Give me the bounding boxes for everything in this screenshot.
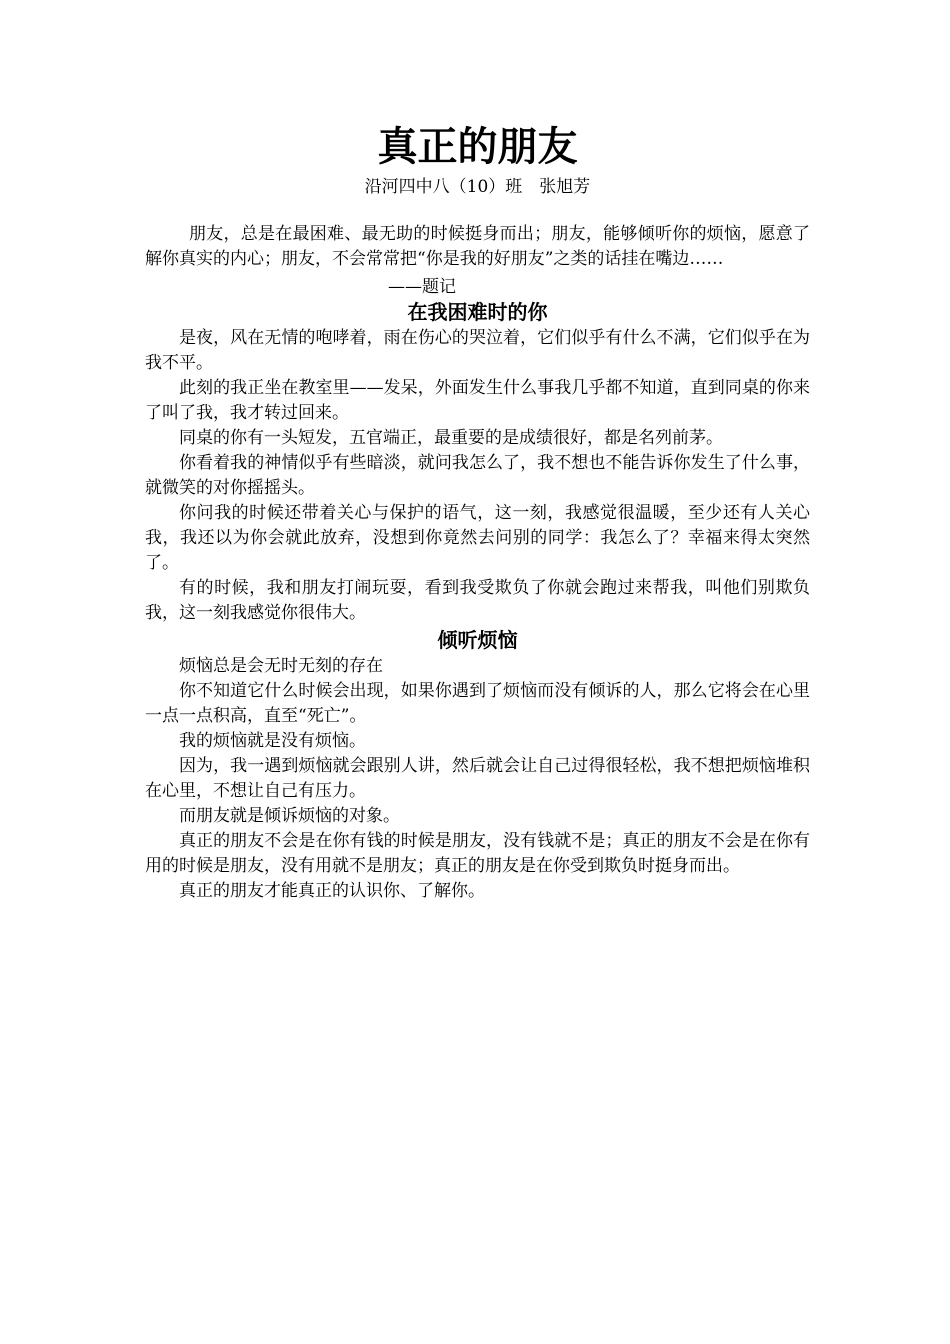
author-byline: 沿河四中八（10）班 张旭芳 <box>364 177 591 197</box>
paragraph: 而朋友就是倾诉烦恼的对象。 <box>179 806 400 826</box>
paragraph: 因为，我一遇到烦恼就会跟别人讲，然后就会让自己过得很轻松，我不想把烦恼堆积在心里，不想让自己有压力。 <box>145 756 810 801</box>
document-title: 真正的朋友 <box>377 124 578 170</box>
epigraph-source: ——题记 <box>388 277 456 297</box>
paragraph: 真正的朋友不会是在你有钱的时候是朋友，没有钱就不是；真正的朋友不会是在你有用的时候是朋友，没有用就不是朋友；真正的朋友是在你受到欺负时挺身而出。 <box>145 831 810 876</box>
epigraph-text: 朋友，总是在最困难、最无助的时候挺身而出；朋友，能够倾听你的烦恼，愿意了解你真实的内心；朋友，不会常常把“你是我的好朋友”之类的话挂在嘴边…… <box>145 224 810 269</box>
paragraph: 烦恼总是会无时无刻的存在 <box>179 656 383 676</box>
paragraph: 你看着我的神情似乎有些暗淡，就问我怎么了，我不想也不能告诉你发生了什么事，就微笑的对你摇摇头。 <box>145 453 810 498</box>
paragraph: 此刻的我正坐在教室里——发呆，外面发生什么事我几乎都不知道，直到同桌的你来了叫了我，我才转过回来。 <box>145 378 810 423</box>
paragraph: 是夜，风在无情的咆哮着，雨在伤心的哭泣着，它们似乎有什么不满，它们似乎在为我不平。 <box>145 328 810 373</box>
paragraph: 你不知道它什么时候会出现，如果你遇到了烦恼而没有倾诉的人，那么它将会在心里一点一点积高，直至“死亡”。 <box>145 681 810 726</box>
section-heading: 倾听烦恼 <box>437 628 518 652</box>
paragraph: 同桌的你有一头短发，五官端正，最重要的是成绩很好，都是名列前茅。 <box>179 428 723 448</box>
paragraph: 有的时候，我和朋友打闹玩耍，看到我受欺负了你就会跑过来帮我，叫他们别欺负我，这一刻我感觉你很伟大。 <box>145 578 810 623</box>
section-difficult-times <box>145 298 810 626</box>
document-page <box>145 118 810 904</box>
section-listen-troubles <box>145 626 810 904</box>
paragraph: 真正的朋友才能真正的认识你、了解你。 <box>179 881 485 901</box>
paragraph: 我的烦恼就是没有烦恼。 <box>179 731 366 751</box>
section-heading: 在我困难时的你 <box>407 300 548 324</box>
paragraph: 你问我的时候还带着关心与保护的语气，这一刻，我感觉很温暖，至少还有人关心我，我还以为你会就此放弃，没想到你竟然去问别的同学：我怎么了？幸福来得太突然了。 <box>145 503 810 573</box>
